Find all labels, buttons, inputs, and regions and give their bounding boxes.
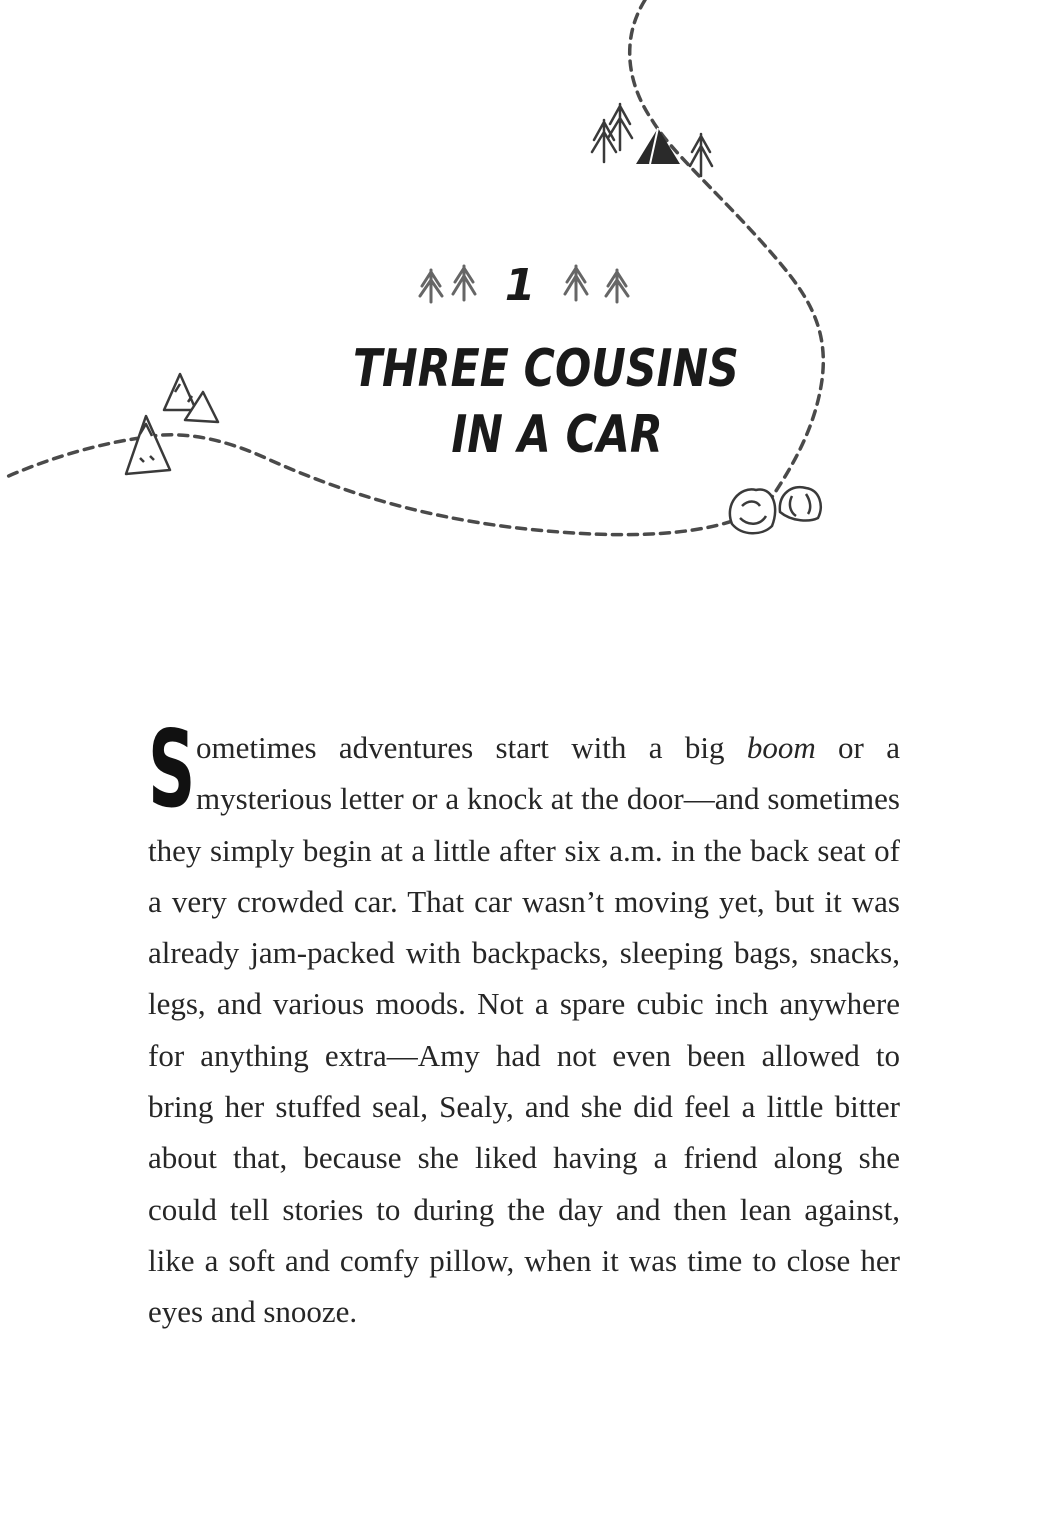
chapter-title-line-1: THREE COUSINS [352, 339, 739, 399]
emphasized-word: boom [746, 730, 816, 765]
mountain-icon [126, 416, 170, 474]
body-text-part-2: or a mysterious letter or a knock at the door—and sometimes they simply begin at a little after six a.m. in the back seat of a very crowded car. That car wasn’t moving yet, but it was already jam-packed with backpacks, sleeping bags, snacks, legs, and various moods. Not a spare cubic inch anywhere for anything extra—Amy had not even been allowed to bring her stuffed seal, Sealy, and she did feel a little bitter about that, because she liked having a friend along she could tell stories to during the day and then lean against, like a soft and comfy pillow, when it was time to close her eyes and snooze. [148, 730, 900, 1330]
pine-tree-icon [592, 120, 616, 162]
pine-tree-icon [606, 270, 628, 302]
pine-tree-icon [420, 270, 442, 302]
rock-icon [730, 489, 775, 533]
body-text-part-1: ometimes adventures start with a big [196, 730, 747, 765]
drop-cap: S [148, 708, 196, 831]
mountain-icon [164, 374, 218, 422]
chapter-title [330, 336, 739, 468]
chapter-number: 1 [504, 260, 536, 311]
chapter-body-paragraph [148, 708, 900, 1338]
pine-tree-icon [453, 266, 475, 300]
pine-tree-icon [565, 266, 587, 300]
chapter-title-line-2: IN A CAR [451, 405, 663, 465]
rock-icon [780, 487, 821, 520]
